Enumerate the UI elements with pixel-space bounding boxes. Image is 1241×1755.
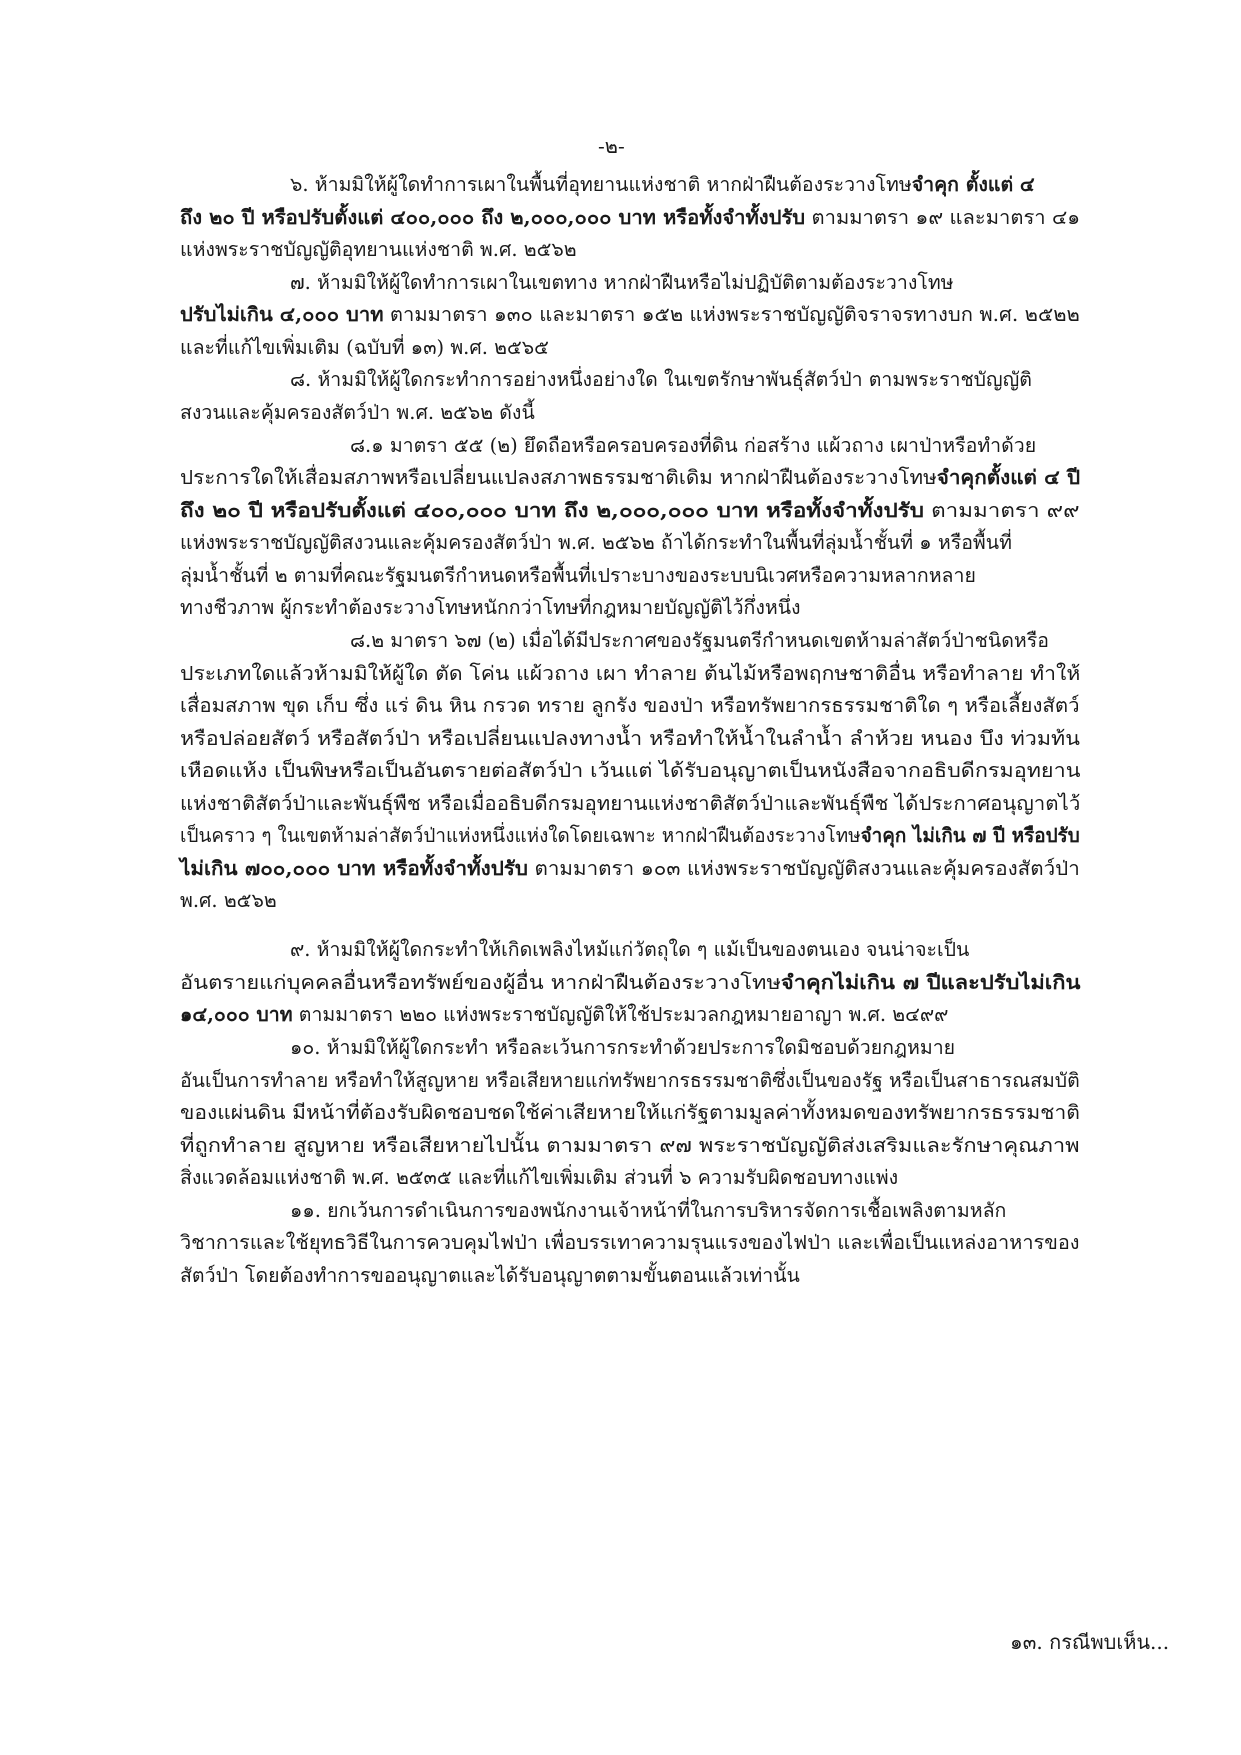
body-line bbox=[350, 432, 1036, 460]
body-line bbox=[180, 1001, 948, 1029]
text-run: ที่ถูกทำลาย สูญหาย หรือเสียหายไปนั้น ตามมาตรา ๙๗ พระราชบัญญัติส่งเสริมและรักษาคุณภาพ bbox=[180, 1134, 1080, 1157]
text-run: สงวนและคุ้มครองสัตว์ป่า พ.ศ. ๒๕๖๒ ดังนี้ bbox=[180, 401, 535, 424]
text-run: ทางชีวภาพ ผู้กระทำต้องระวางโทษหนักกว่าโทษที่กฎหมายบัญญัติไว้กึ่งหนึ่ง bbox=[180, 596, 801, 619]
text-run: ๖. ห้ามมิให้ผู้ใดทำการเผาในพื้นที่อุทยานแห่งชาติ หากฝ่าฝืนต้องระวางโทษ bbox=[290, 173, 912, 196]
body-line bbox=[180, 725, 1080, 753]
bold-text-run: ถึง ๒๐ ปี หรือปรับตั้งแต่ ๔๐๐,๐๐๐ ถึง ๒,๐๐๐,๐๐๐ บาท หรือทั้งจำทั้งปรับ bbox=[180, 206, 806, 229]
body-line bbox=[180, 334, 549, 362]
text-run: ๘. ห้ามมิให้ผู้ใดกระทำการอย่างหนึ่งอย่างใด ในเขตรักษาพันธุ์สัตว์ป่า ตามพระราชบัญญัติ bbox=[290, 368, 1032, 391]
text-run: หรือปล่อยสัตว์ หรือสัตว์ป่า หรือเปลี่ยนแปลงทางน้ำ หรือทำให้น้ำในลำน้ำ ลำห้วย หนอง บึง ท่วมท้น bbox=[180, 727, 1080, 750]
body-line bbox=[290, 366, 1032, 394]
body-line bbox=[180, 1262, 800, 1290]
text-run: วิชาการและใช้ยุทธวิธีในการควบคุมไฟป่า เพื่อบรรเทาความรุนแรงของไฟป่า และเพื่อเป็นแหล่งอาหารของ bbox=[180, 1231, 1080, 1254]
text-run: เสื่อมสภาพ ขุด เก็บ ซึ่ง แร่ ดิน หิน กรวด ทราย ลูกรัง ของป่า หรือทรัพยากรธรรมชาติใด ๆ หรือเลี้ยงสัตว์ bbox=[180, 694, 1080, 717]
body-line bbox=[290, 936, 969, 964]
text-run: ตามมาตรา ๒๒๐ แห่งพระราชบัญญัติให้ใช้ประมวลกฎหมายอาญา พ.ศ. ๒๔๙๙ bbox=[292, 1003, 949, 1026]
text-run: ๙. ห้ามมิให้ผู้ใดกระทำให้เกิดเพลิงไหม้แก่วัตถุใด ๆ แม้เป็นของตนเอง จนน่าจะเป็น bbox=[290, 938, 970, 961]
body-line bbox=[180, 790, 1080, 818]
text-run: แห่งพระราชบัญญัติอุทยานแห่งชาติ พ.ศ. ๒๕๖๒ bbox=[180, 238, 577, 261]
text-run: และที่แก้ไขเพิ่มเติม (ฉบับที่ ๑๓) พ.ศ. ๒๕๖๕ bbox=[180, 336, 549, 359]
body-line bbox=[180, 887, 277, 915]
body-line bbox=[180, 204, 1080, 232]
body-line bbox=[180, 1132, 1080, 1160]
body-line bbox=[180, 692, 1080, 720]
bold-text-run: ถึง ๒๐ ปี หรือปรับตั้งแต่ ๔๐๐,๐๐๐ บาท ถึง ๒,๐๐๐,๐๐๐ บาท หรือทั้งจำทั้งปรับ bbox=[180, 499, 924, 522]
bold-text-run: ปรับไม่เกิน ๔,๐๐๐ บาท bbox=[180, 303, 384, 326]
bold-text-run: จำคุก ไม่เกิน ๗ ปี หรือปรับ bbox=[860, 824, 1080, 847]
text-run: ตามมาตรา ๑๙ และมาตรา ๔๑ bbox=[805, 206, 1081, 229]
body-line bbox=[180, 1099, 1080, 1127]
text-run: ตามมาตรา ๑๓๐ และมาตรา ๑๕๒ แห่งพระราชบัญญัติจราจรทางบก พ.ศ. ๒๕๒๒ bbox=[383, 303, 1080, 326]
body-line bbox=[290, 1034, 955, 1062]
body-line bbox=[180, 660, 1080, 688]
bold-text-run: จำคุกไม่เกิน ๗ ปีและปรับไม่เกิน bbox=[780, 971, 1081, 994]
text-run: ตามมาตรา ๙๙ bbox=[923, 499, 1080, 522]
text-run: สิ่งแวดล้อมแห่งชาติ พ.ศ. ๒๕๓๕ และที่แก้ไขเพิ่มเติม ส่วนที่ ๖ ความรับผิดชอบทางแพ่ง bbox=[180, 1166, 899, 1189]
text-run: ๘.๑ มาตรา ๕๕ (๒) ยึดถือหรือครอบครองที่ดิน ก่อสร้าง แผ้วถาง เผาป่าหรือทำด้วย bbox=[350, 434, 1037, 457]
body-line bbox=[290, 1197, 1006, 1225]
body-line bbox=[180, 497, 1079, 525]
text-run: ตามมาตรา ๑๐๓ แห่งพระราชบัญญัติสงวนและคุ้มครองสัตว์ป่า bbox=[527, 857, 1080, 880]
body-line bbox=[180, 301, 1080, 329]
text-run: ประการใดให้เสื่อมสภาพหรือเปลี่ยนแปลงสภาพธรรมชาติเดิม หากฝ่าฝืนต้องระวางโทษ bbox=[180, 466, 937, 489]
text-run: ๑๑. ยกเว้นการดำเนินการของพนักงานเจ้าหน้าที่ในการบริหารจัดการเชื้อเพลิงตามหลัก bbox=[290, 1199, 1007, 1222]
text-run: สัตว์ป่า โดยต้องทำการขออนุญาตและได้รับอนุญาตตามขั้นตอนแล้วเท่านั้น bbox=[180, 1264, 800, 1287]
bold-text-run: ๑๔,๐๐๐ บาท bbox=[180, 1003, 293, 1026]
text-run: ของแผ่นดิน มีหน้าที่ต้องรับผิดชอบชดใช้ค่าเสียหายให้แก่รัฐตามมูลค่าทั้งหมดของทรัพยากรธรรมชาติ bbox=[180, 1101, 1080, 1124]
text-run: ๑๐. ห้ามมิให้ผู้ใดกระทำ หรือละเว้นการกระทำด้วยประการใดมิชอบด้วยกฎหมาย bbox=[290, 1036, 956, 1059]
body-line bbox=[180, 969, 1081, 997]
body-line bbox=[180, 562, 976, 590]
page-number: -๒- bbox=[598, 134, 625, 158]
body-line bbox=[180, 1164, 898, 1192]
text-run: เป็นคราว ๆ ในเขตห้ามล่าสัตว์ป่าแห่งหนึ่งแห่งใดโดยเฉพาะ หากฝ่าฝืนต้องระวางโทษ bbox=[180, 824, 861, 847]
body-line bbox=[350, 627, 1049, 655]
body-line bbox=[180, 1067, 1080, 1095]
text-run: ๗. ห้ามมิให้ผู้ใดทำการเผาในเขตทาง หากฝ่าฝืนหรือไม่ปฏิบัติตามต้องระวางโทษ bbox=[290, 271, 954, 294]
body-line bbox=[180, 464, 1080, 492]
continuation-footer: ๑๓. กรณีพบเห็น... bbox=[1010, 1630, 1170, 1654]
text-run: แห่งพระราชบัญญัติสงวนและคุ้มครองสัตว์ป่า พ.ศ. ๒๕๖๒ ถ้าได้กระทำในพื้นที่ลุ่มน้ำชั้นที่ ๑ หรือพื้นที่ bbox=[180, 531, 1012, 554]
body-line bbox=[290, 171, 1035, 199]
body-line bbox=[180, 855, 1080, 883]
body-line bbox=[180, 529, 1012, 557]
bold-text-run: ไม่เกิน ๗๐๐,๐๐๐ บาท หรือทั้งจำทั้งปรับ bbox=[180, 857, 528, 880]
body-line bbox=[180, 822, 1080, 850]
body-line bbox=[180, 757, 1080, 785]
text-run: อันเป็นการทำลาย หรือทำให้สูญหาย หรือเสียหายแก่ทรัพยากรธรรมชาติซึ่งเป็นของรัฐ หรือเป็นสาธารณสมบัติ bbox=[180, 1069, 1080, 1092]
text-run: ประเภทใดแล้วห้ามมิให้ผู้ใด ตัด โค่น แผ้วถาง เผา ทำลาย ต้นไม้หรือพฤกษชาติอื่น หรือทำลาย ทำให้ bbox=[180, 662, 1081, 685]
body-line bbox=[290, 269, 954, 297]
text-run: พ.ศ. ๒๕๖๒ bbox=[180, 889, 277, 912]
body-line bbox=[180, 594, 801, 622]
text-run: ลุ่มน้ำชั้นที่ ๒ ตามที่คณะรัฐมนตรีกำหนดหรือพื้นที่เปราะบางของระบบนิเวศหรือความหลากหลาย bbox=[180, 564, 976, 587]
body-line bbox=[180, 1229, 1080, 1257]
text-run: ๘.๒ มาตรา ๖๗ (๒) เมื่อได้มีประกาศของรัฐมนตรีกำหนดเขตห้ามล่าสัตว์ป่าชนิดหรือ bbox=[350, 629, 1049, 652]
text-run: แห่งชาติสัตว์ป่าและพันธุ์พืช หรือเมื่ออธิบดีกรมอุทยานแห่งชาติสัตว์ป่าและพันธุ์พืช ได้ประกาศอนุญาตไว้ bbox=[180, 792, 1081, 815]
bold-text-run: จำคุกตั้งแต่ ๔ ปี bbox=[936, 466, 1081, 489]
body-line bbox=[180, 236, 577, 264]
text-run: เหือดแห้ง เป็นพิษหรือเป็นอันตรายต่อสัตว์ป่า เว้นแต่ ได้รับอนุญาตเป็นหนังสือจากอธิบดีกรมอุทยาน bbox=[180, 759, 1081, 782]
bold-text-run: จำคุก ตั้งแต่ ๔ bbox=[911, 173, 1035, 196]
body-line bbox=[180, 399, 535, 427]
text-run: อันตรายแก่บุคคลอื่นหรือทรัพย์ของผู้อื่น หากฝ่าฝืนต้องระวางโทษ bbox=[180, 971, 781, 994]
